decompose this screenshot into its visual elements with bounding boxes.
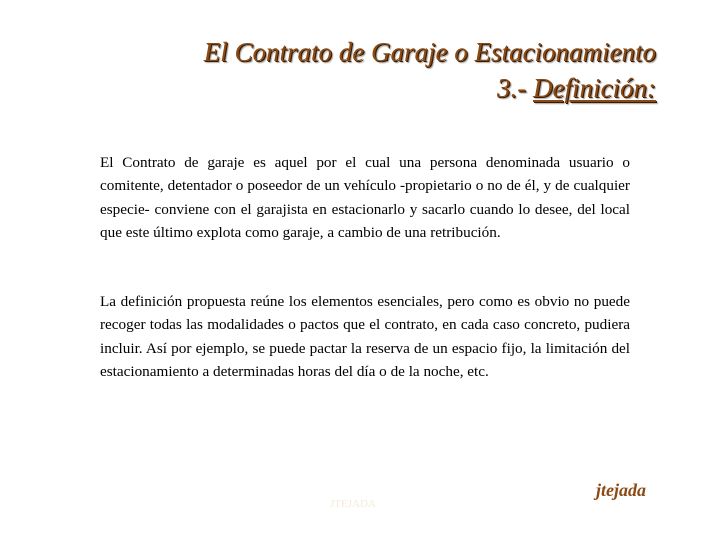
author-signature: jtejada (596, 480, 646, 500)
title-line-2 (204, 70, 656, 106)
explanation-paragraph: La definición propuesta reúne los elementos esenciales, pero como es obvio no puede recoger todas las modalidades o pactos que el contrato, en cada caso concreto, pudiera incluir. Así por ejemplo, se puede pactar la reserva de un espacio fijo, la limitación del estacionamiento a determinadas horas del día o de la noche, etc. (100, 293, 630, 381)
footer-watermark-text: JTEJADA (330, 498, 376, 510)
slide-title (204, 34, 656, 106)
section-number: 3.- (497, 73, 534, 103)
title-line-1: El Contrato de Garaje o Estacionamiento (203, 37, 656, 67)
definition-paragraph: El Contrato de garaje es aquel por el cual una persona denominada usuario o comitente, detentador o poseedor de un vehículo -propietario o no de él, y de cualquier especie- conviene con el garajista en estacionarlo y sacarlo cuando lo desee, del local que este último explota como garaje, a cambio de una retribución. (100, 154, 630, 242)
section-heading: Definición: (533, 73, 656, 103)
